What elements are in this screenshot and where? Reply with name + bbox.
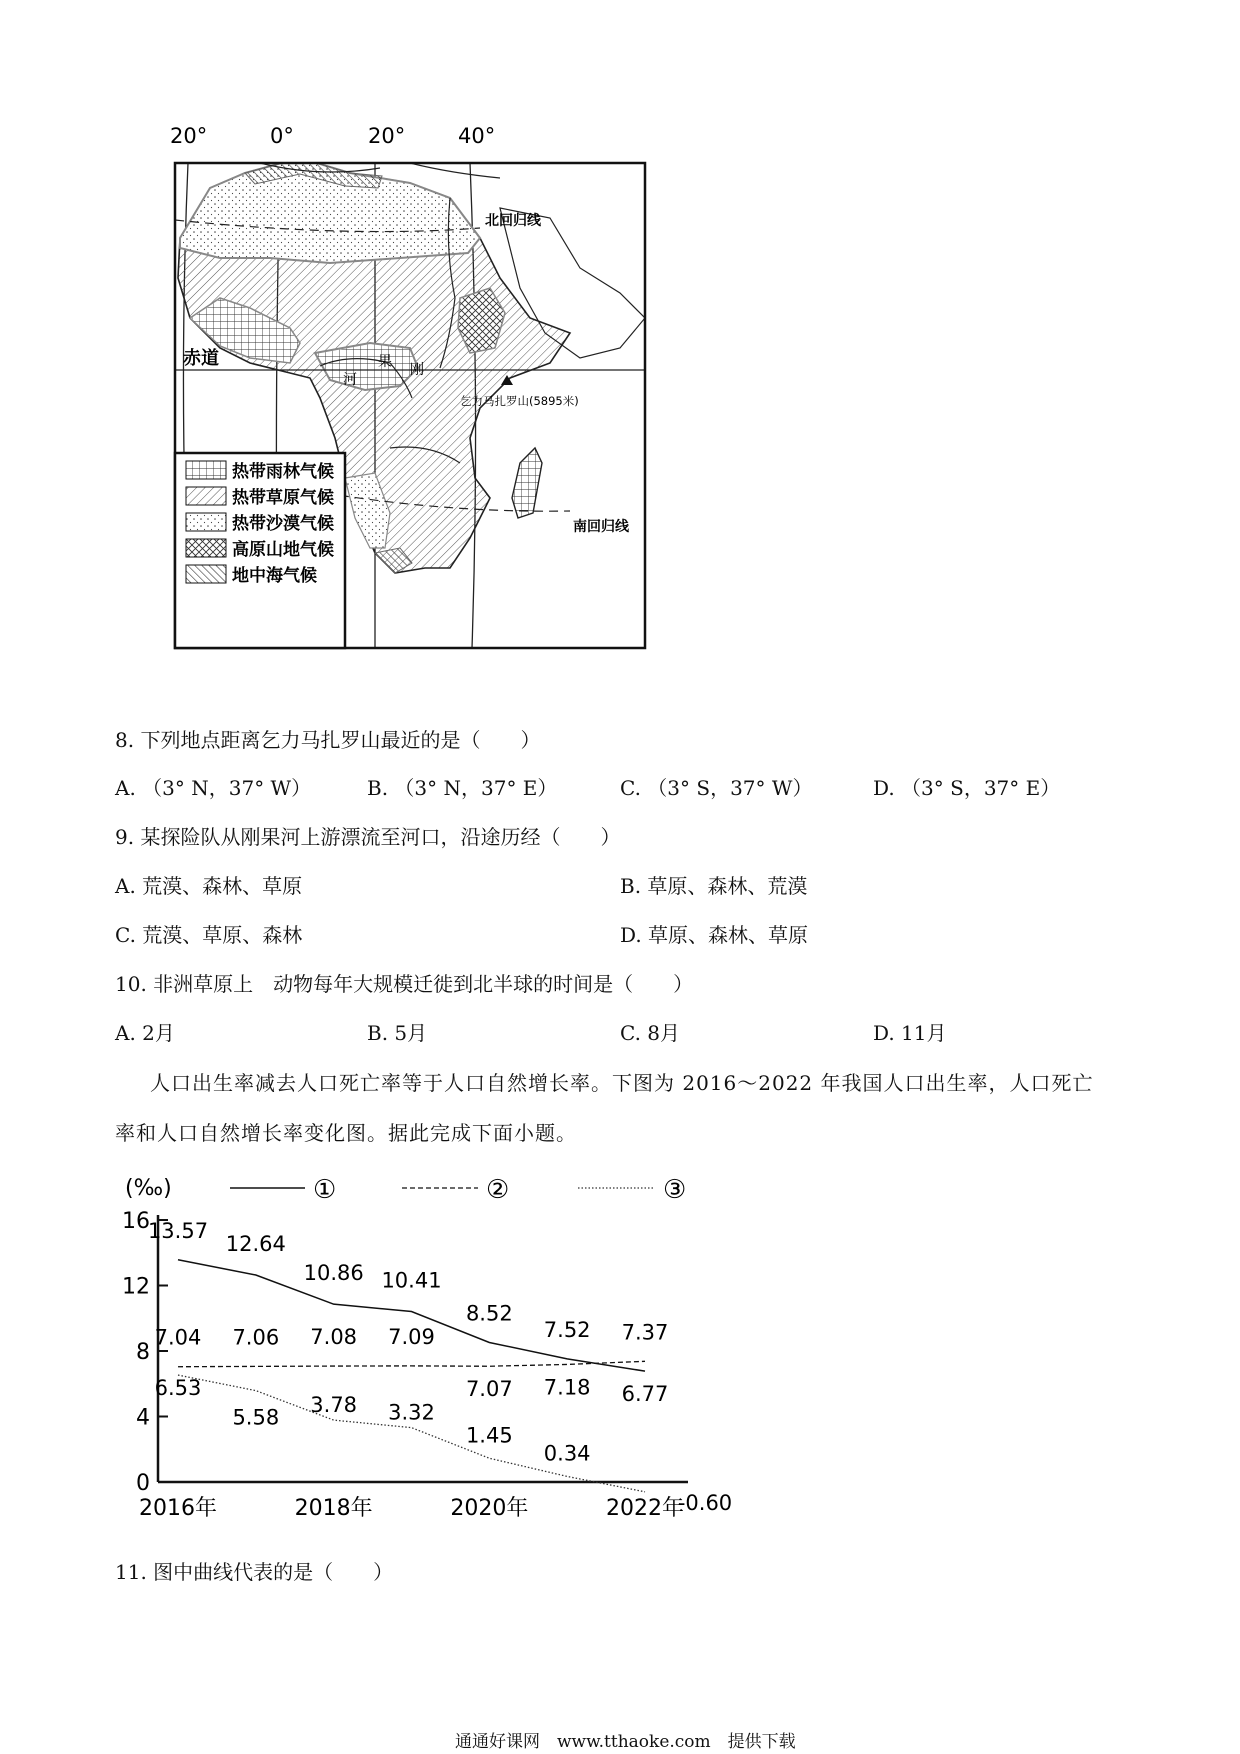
lon-label-20w: 20°: [170, 124, 208, 148]
peak-label: 乞力马扎罗山(5895米): [460, 394, 579, 408]
data-label-series-3: 0.34: [543, 1441, 591, 1466]
legend-swatch-desert: [186, 513, 226, 531]
intro-line-2: 率和人口自然增长率变化图。据此完成下面小题。: [115, 1121, 577, 1145]
x-tick-label: 2020年: [450, 1496, 529, 1521]
legend-label-3: ③: [663, 1175, 687, 1205]
page-footer: 通通好课网 www.tthaoke.com 提供下载: [455, 1732, 796, 1752]
q10-stem: 10. 非洲草原上 动物每年大规模迁徙到北半球的时间是（ ）: [115, 972, 694, 996]
equator-label: 赤道: [183, 348, 219, 369]
q10-option-c: C. 8月: [620, 1021, 681, 1045]
population-rate-chart: [110, 1160, 810, 1540]
data-label-series-1: 13.57: [147, 1218, 209, 1243]
chart-y-unit: (‰): [125, 1176, 172, 1201]
y-tick-label: 0: [136, 1471, 150, 1496]
legend-label-1: ①: [313, 1175, 337, 1205]
legend-label-highland: 高原山地气候: [232, 540, 334, 560]
q9-stem: 9. 某探险队从刚果河上游漂流至河口，沿途历经（ ）: [115, 825, 621, 849]
lon-label-20e: 20°: [368, 124, 406, 148]
map-legend: [175, 453, 345, 648]
lon-label-40e: 40°: [458, 124, 496, 148]
legend-label-desert: 热带沙漠气候: [232, 514, 334, 534]
data-label-series-1: 7.52: [543, 1317, 591, 1342]
q8-stem: 8. 下列地点距离乞力马扎罗山最近的是（ ）: [115, 728, 541, 752]
legend-swatch-savanna: [186, 487, 226, 505]
river-char-1: 果: [378, 354, 392, 370]
q10-option-b: B. 5月: [367, 1021, 428, 1045]
tropic-south-label: 南回归线: [573, 519, 629, 535]
data-label-series-3: 3.32: [388, 1400, 435, 1425]
q9-option-c: C. 荒漠、草原、森林: [115, 923, 303, 947]
data-label-series-2: 7.07: [465, 1377, 513, 1402]
q9-option-a: A. 荒漠、森林、草原: [115, 874, 303, 898]
river-char-2: 河: [343, 372, 357, 388]
data-label-series-1: 10.41: [381, 1268, 442, 1293]
data-label-series-2: 7.08: [310, 1325, 358, 1350]
data-label-series-2: 7.18: [543, 1375, 591, 1400]
q8-option-d: D. （3° S，37° E）: [873, 776, 1061, 800]
river-char-3: 刚: [410, 362, 424, 378]
y-tick-label: 4: [136, 1405, 150, 1431]
legend-label-2: ②: [486, 1175, 510, 1205]
data-label-series-1: 8.52: [465, 1301, 513, 1326]
x-tick-label: 2016年: [139, 1496, 217, 1521]
data-label-series-1: 10.86: [303, 1261, 364, 1286]
y-tick-label: 8: [136, 1340, 150, 1365]
legend-label-savanna: 热带草原气候: [232, 488, 334, 508]
y-tick-label: 16: [122, 1209, 150, 1234]
intro-line-1: 人口出生率减去人口死亡率等于人口自然增长率。下图为 2016～2022 年我国人口出生率，人口死亡: [150, 1071, 1094, 1095]
q11-stem: 11. 图中曲线代表的是（ ）: [115, 1560, 394, 1584]
data-label-series-2: 7.06: [232, 1325, 280, 1350]
data-label-series-2: 7.09: [388, 1324, 435, 1349]
data-label-series-3: 6.53: [154, 1376, 202, 1401]
q10-option-d: D. 11月: [873, 1021, 947, 1045]
data-label-series-3: -0.60: [677, 1490, 733, 1515]
legend-swatch-mediterranean: [186, 565, 226, 583]
legend-swatch-highland: [186, 539, 226, 557]
data-label-series-2: 7.04: [154, 1325, 202, 1350]
tropic-north-label: 北回归线: [485, 213, 541, 229]
data-label-series-3: 1.45: [465, 1423, 513, 1448]
q8-option-a: A. （3° N，37° W）: [115, 776, 312, 800]
legend-label-rainforest: 热带雨林气候: [232, 462, 334, 482]
data-label-series-1: 12.64: [225, 1232, 286, 1257]
data-label-series-2: 7.37: [621, 1320, 669, 1345]
q8-option-c: C. （3° S，37° W）: [620, 776, 813, 800]
x-tick-label: 2022年: [606, 1496, 684, 1521]
q9-option-b: B. 草原、森林、荒漠: [620, 874, 808, 898]
chart-legend: [230, 1175, 686, 1205]
legend-label-mediterranean: 地中海气候: [232, 566, 317, 586]
madagascar: [512, 448, 542, 518]
data-label-series-1: 6.77: [621, 1382, 669, 1407]
q8-option-b: B. （3° N，37° E）: [367, 776, 558, 800]
legend-swatch-rainforest: [186, 461, 226, 479]
q10-option-a: A. 2月: [115, 1021, 175, 1045]
y-tick-label: 12: [122, 1274, 150, 1300]
q9-option-d: D. 草原、森林、草原: [620, 923, 809, 947]
data-label-series-3: 5.58: [232, 1405, 280, 1430]
africa-climate-map: [150, 118, 660, 653]
lon-label-0: 0°: [270, 124, 294, 148]
data-label-series-3: 3.78: [310, 1393, 358, 1418]
series-line-2: [178, 1361, 645, 1366]
x-tick-label: 2018年: [294, 1496, 373, 1521]
